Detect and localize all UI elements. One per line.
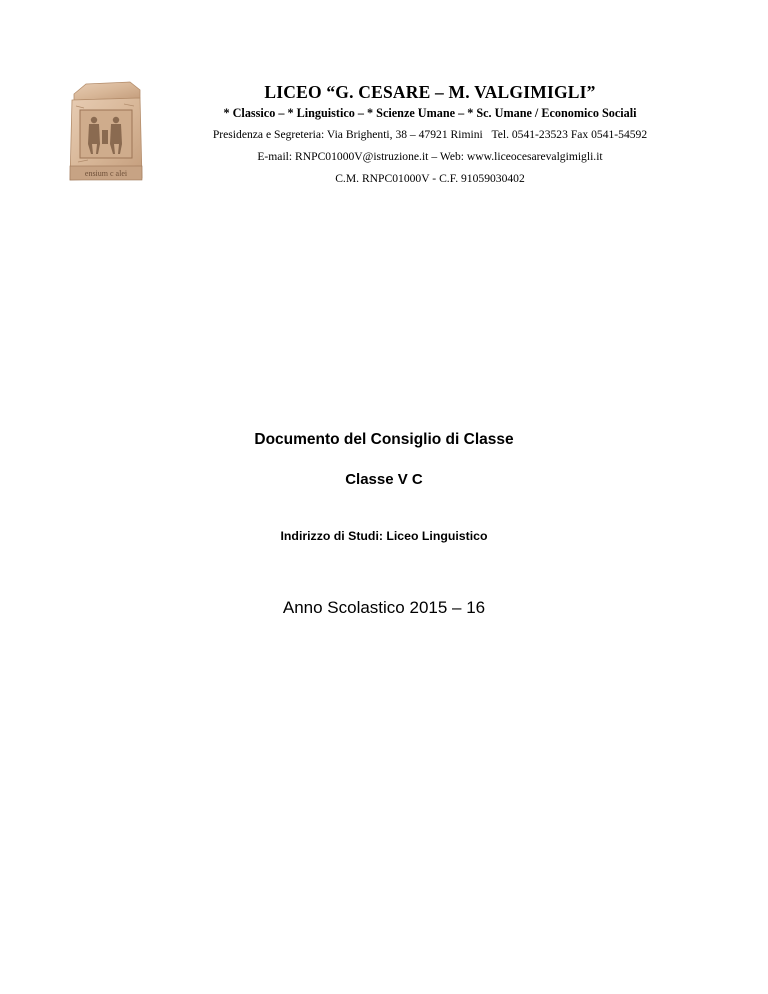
class-name: Classe V C <box>345 471 423 488</box>
fax-text: Fax 0541-54592 <box>570 128 648 141</box>
study-track: Indirizzo di Studi: Liceo Linguistico <box>280 529 488 543</box>
web-text: Web: www.liceocesarevalgimigli.it <box>439 150 603 163</box>
logo-inscription: ensium c alei <box>84 169 128 178</box>
school-year: Anno Scolastico 2015 – 16 <box>282 598 486 617</box>
address-text: Presidenza e Segreteria: Via Brighenti, 38 – 47921 Rimini <box>212 128 483 141</box>
address-line <box>160 128 700 141</box>
codes-separator: - <box>432 172 437 185</box>
codes-line <box>160 172 700 185</box>
cf-code: C.F. 91059030402 <box>439 172 525 185</box>
school-logo <box>64 80 146 188</box>
email-text: E-mail: RNPC01000V@istruzione.it <box>257 150 429 163</box>
document-title: Documento del Consiglio di Classe <box>254 431 514 448</box>
contacts-line <box>160 150 700 163</box>
school-tracks: * Classico – * Linguistico – * Scienze Umane – * Sc. Umane / Economico Sociali <box>223 106 637 120</box>
phone-text: Tel. 0541-23523 <box>491 128 568 141</box>
school-name: LICEO “G. CESARE – M. VALGIMIGLI” <box>264 82 596 102</box>
stele-relief-image <box>64 80 146 188</box>
cm-code: C.M. RNPC01000V <box>335 172 430 185</box>
email-web-separator: – <box>431 150 438 163</box>
